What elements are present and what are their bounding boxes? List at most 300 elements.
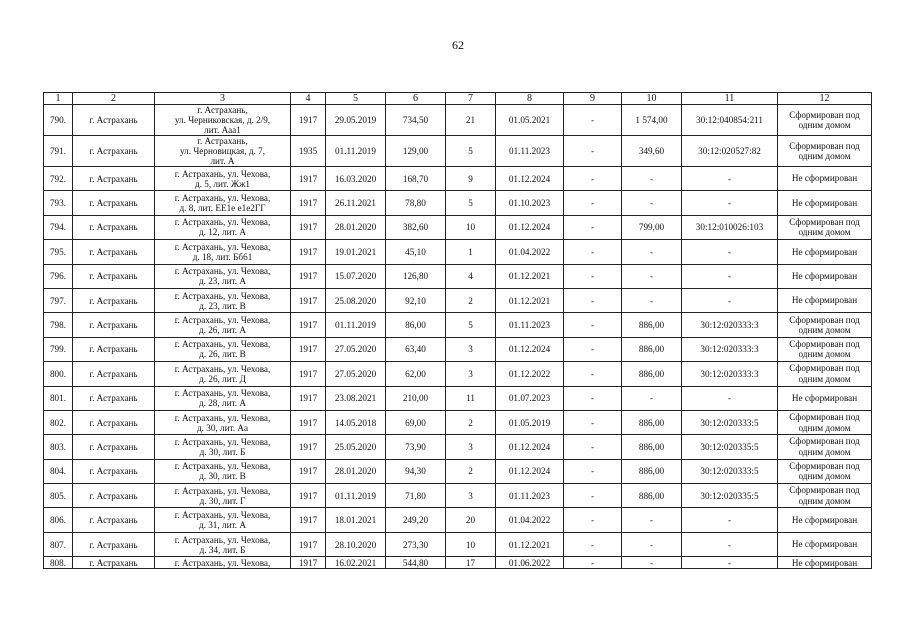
column-header: 10 bbox=[622, 93, 682, 105]
table-row bbox=[44, 105, 872, 136]
status-cell bbox=[778, 215, 872, 239]
col9-cell: - bbox=[564, 532, 622, 556]
table-row bbox=[44, 191, 872, 215]
cadastral-cell: - bbox=[682, 167, 778, 191]
address-cell-line: г. Астрахань, bbox=[197, 136, 248, 146]
status-cell-line: Не сформирован bbox=[791, 173, 858, 184]
count-cell: 5 bbox=[446, 313, 496, 337]
count-cell: 10 bbox=[446, 215, 496, 239]
cadastral-cell: 30:12:020333:3 bbox=[682, 313, 778, 337]
count-cell: 3 bbox=[446, 484, 496, 508]
address-cell-line: г. Астрахань, ул. Чехова, bbox=[174, 168, 271, 179]
table-row bbox=[44, 508, 872, 532]
address-cell bbox=[155, 167, 291, 191]
count-cell: 11 bbox=[446, 386, 496, 410]
plot-area-cell: - bbox=[622, 264, 682, 288]
status-cell-line: Сформирован под bbox=[789, 485, 860, 496]
date-cell: 16.02.2021 bbox=[326, 557, 386, 569]
plot-area-cell: 1 574,00 bbox=[622, 105, 682, 136]
address-cell-line: д. 30, лит. В bbox=[199, 471, 246, 482]
plot-area-cell: - bbox=[622, 191, 682, 215]
address-cell-line: г. Астрахань, ул. Чехова, bbox=[174, 485, 271, 496]
column-header: 1 bbox=[44, 93, 73, 105]
city-cell: г. Астрахань bbox=[73, 484, 155, 508]
build-year-cell: 1917 bbox=[291, 191, 326, 215]
cadastral-cell: - bbox=[682, 191, 778, 215]
table-row bbox=[44, 136, 872, 167]
city-cell: г. Астрахань bbox=[73, 215, 155, 239]
plot-area-cell: - bbox=[622, 532, 682, 556]
address-cell bbox=[155, 191, 291, 215]
date-cell: 28.01.2020 bbox=[326, 459, 386, 483]
deadline-cell: 01.12.2022 bbox=[496, 362, 564, 386]
area-cell: 45,10 bbox=[386, 240, 446, 264]
table-row bbox=[44, 435, 872, 459]
count-cell: 5 bbox=[446, 136, 496, 167]
plot-area-cell: 886,00 bbox=[622, 337, 682, 361]
deadline-cell: 01.04.2022 bbox=[496, 240, 564, 264]
address-cell-line: г. Астрахань, ул. Чехова, bbox=[174, 534, 271, 545]
city-cell: г. Астрахань bbox=[73, 167, 155, 191]
col9-cell: - bbox=[564, 288, 622, 312]
table-row bbox=[44, 459, 872, 483]
column-header: 11 bbox=[682, 93, 778, 105]
date-cell: 01.11.2019 bbox=[326, 484, 386, 508]
housing-registry-table bbox=[43, 92, 872, 569]
table-row bbox=[44, 313, 872, 337]
date-cell: 15.07.2020 bbox=[326, 264, 386, 288]
build-year-cell: 1917 bbox=[291, 288, 326, 312]
city-cell: г. Астрахань bbox=[73, 191, 155, 215]
table-row bbox=[44, 240, 872, 264]
status-cell-line: Не сформирован bbox=[791, 557, 858, 568]
count-cell: 3 bbox=[446, 362, 496, 386]
status-cell-line: Не сформирован bbox=[791, 197, 858, 208]
date-cell: 01.11.2019 bbox=[326, 136, 386, 167]
address-cell-line: д. 34, лит. Б bbox=[199, 544, 246, 555]
table-row bbox=[44, 410, 872, 434]
city-cell: г. Астрахань bbox=[73, 240, 155, 264]
address-cell-line: г. Астрахань, ул. Чехова, bbox=[174, 388, 271, 399]
status-cell-line: Не сформирован bbox=[791, 514, 858, 525]
status-cell-line: одним домом bbox=[798, 471, 851, 482]
count-cell: 10 bbox=[446, 532, 496, 556]
table-row bbox=[44, 288, 872, 312]
plot-area-cell: 886,00 bbox=[622, 459, 682, 483]
table-body bbox=[44, 105, 872, 569]
row-number: 805. bbox=[44, 484, 73, 508]
table-row bbox=[44, 167, 872, 191]
build-year-cell: 1917 bbox=[291, 313, 326, 337]
row-number: 790. bbox=[44, 105, 73, 136]
column-header: 4 bbox=[291, 93, 326, 105]
address-cell-line: г. Астрахань, ул. Чехова, bbox=[174, 436, 271, 447]
row-number: 808. bbox=[44, 557, 73, 569]
address-cell-line: лит. Ааа1 bbox=[204, 125, 241, 135]
count-cell: 20 bbox=[446, 508, 496, 532]
plot-area-cell: - bbox=[622, 508, 682, 532]
status-cell-line: Не сформирован bbox=[791, 539, 858, 550]
date-cell: 18.01.2021 bbox=[326, 508, 386, 532]
status-cell bbox=[778, 386, 872, 410]
deadline-cell: 01.04.2022 bbox=[496, 508, 564, 532]
cadastral-cell: - bbox=[682, 386, 778, 410]
address-cell bbox=[155, 240, 291, 264]
city-cell: г. Астрахань bbox=[73, 288, 155, 312]
address-cell-line: г. Астрахань, ул. Чехова, bbox=[174, 363, 271, 374]
address-cell bbox=[155, 532, 291, 556]
address-cell bbox=[155, 264, 291, 288]
area-cell: 73,90 bbox=[386, 435, 446, 459]
date-cell: 16.03.2020 bbox=[326, 167, 386, 191]
address-cell bbox=[155, 435, 291, 459]
deadline-cell: 01.10.2023 bbox=[496, 191, 564, 215]
plot-area-cell: - bbox=[622, 288, 682, 312]
address-cell bbox=[155, 362, 291, 386]
address-cell-line: г. Астрахань, bbox=[197, 105, 248, 115]
deadline-cell: 01.12.2021 bbox=[496, 264, 564, 288]
address-cell bbox=[155, 136, 291, 167]
col9-cell: - bbox=[564, 386, 622, 410]
row-number: 796. bbox=[44, 264, 73, 288]
status-cell-line: Сформирован под bbox=[789, 314, 860, 325]
row-number: 800. bbox=[44, 362, 73, 386]
row-number: 795. bbox=[44, 240, 73, 264]
col9-cell: - bbox=[564, 191, 622, 215]
city-cell: г. Астрахань bbox=[73, 313, 155, 337]
count-cell: 2 bbox=[446, 288, 496, 312]
col9-cell: - bbox=[564, 337, 622, 361]
column-header: 9 bbox=[564, 93, 622, 105]
status-cell-line: одним домом bbox=[798, 120, 851, 130]
area-cell: 94,30 bbox=[386, 459, 446, 483]
area-cell: 544,80 bbox=[386, 557, 446, 569]
status-cell bbox=[778, 313, 872, 337]
build-year-cell: 1917 bbox=[291, 167, 326, 191]
address-cell bbox=[155, 508, 291, 532]
count-cell: 21 bbox=[446, 105, 496, 136]
plot-area-cell: 886,00 bbox=[622, 362, 682, 386]
column-number-row bbox=[44, 93, 872, 105]
status-cell-line: Не сформирован bbox=[791, 295, 858, 306]
city-cell: г. Астрахань bbox=[73, 532, 155, 556]
deadline-cell: 01.11.2023 bbox=[496, 484, 564, 508]
status-cell-line: одним домом bbox=[798, 446, 851, 457]
cadastral-cell: - bbox=[682, 508, 778, 532]
area-cell: 249,20 bbox=[386, 508, 446, 532]
city-cell: г. Астрахань bbox=[73, 264, 155, 288]
city-cell: г. Астрахань bbox=[73, 362, 155, 386]
status-cell-line: одним домом bbox=[798, 325, 851, 336]
cadastral-cell: 30:12:020333:3 bbox=[682, 362, 778, 386]
date-cell: 19.01.2021 bbox=[326, 240, 386, 264]
deadline-cell: 01.12.2024 bbox=[496, 215, 564, 239]
address-cell-line: д. 30, лит. Б bbox=[199, 446, 246, 457]
address-cell-line: д. 18, лит. Бб61 bbox=[192, 251, 253, 262]
status-cell-line: одним домом bbox=[798, 349, 851, 360]
address-cell bbox=[155, 557, 291, 569]
status-cell bbox=[778, 136, 872, 167]
address-cell-line: ул. Черновицкая, д. 7, bbox=[179, 146, 266, 156]
col9-cell: - bbox=[564, 215, 622, 239]
city-cell: г. Астрахань bbox=[73, 337, 155, 361]
row-number: 807. bbox=[44, 532, 73, 556]
row-number: 793. bbox=[44, 191, 73, 215]
area-cell: 78,80 bbox=[386, 191, 446, 215]
build-year-cell: 1917 bbox=[291, 410, 326, 434]
area-cell: 273,30 bbox=[386, 532, 446, 556]
col9-cell: - bbox=[564, 508, 622, 532]
plot-area-cell: - bbox=[622, 386, 682, 410]
date-cell: 26.11.2021 bbox=[326, 191, 386, 215]
build-year-cell: 1917 bbox=[291, 459, 326, 483]
cadastral-cell: - bbox=[682, 557, 778, 569]
table-row bbox=[44, 484, 872, 508]
build-year-cell: 1917 bbox=[291, 557, 326, 569]
date-cell: 14.05.2018 bbox=[326, 410, 386, 434]
status-cell bbox=[778, 264, 872, 288]
count-cell: 1 bbox=[446, 240, 496, 264]
plot-area-cell: 886,00 bbox=[622, 313, 682, 337]
row-number: 802. bbox=[44, 410, 73, 434]
row-number: 799. bbox=[44, 337, 73, 361]
date-cell: 25.08.2020 bbox=[326, 288, 386, 312]
address-cell bbox=[155, 288, 291, 312]
address-cell-line: ул. Черниковская, д. 2/9, bbox=[174, 115, 271, 125]
area-cell: 126,80 bbox=[386, 264, 446, 288]
address-cell-line: г. Астрахань, ул. Чехова, bbox=[174, 510, 271, 521]
date-cell: 28.01.2020 bbox=[326, 215, 386, 239]
cadastral-cell: 30:12:040854:211 bbox=[682, 105, 778, 136]
count-cell: 3 bbox=[446, 337, 496, 361]
col9-cell: - bbox=[564, 240, 622, 264]
table-row bbox=[44, 215, 872, 239]
table-row bbox=[44, 362, 872, 386]
col9-cell: - bbox=[564, 435, 622, 459]
city-cell: г. Астрахань bbox=[73, 435, 155, 459]
address-cell-line: д. 26, лит. Д bbox=[199, 373, 246, 384]
address-cell-line: д. 23, лит. В bbox=[199, 300, 246, 311]
plot-area-cell: 886,00 bbox=[622, 435, 682, 459]
plot-area-cell: 799,00 bbox=[622, 215, 682, 239]
build-year-cell: 1917 bbox=[291, 435, 326, 459]
col9-cell: - bbox=[564, 136, 622, 167]
address-cell bbox=[155, 215, 291, 239]
deadline-cell: 01.12.2024 bbox=[496, 337, 564, 361]
area-cell: 734,50 bbox=[386, 105, 446, 136]
col9-cell: - bbox=[564, 313, 622, 337]
address-cell-line: д. 5, лит. Жж1 bbox=[194, 178, 251, 189]
status-cell bbox=[778, 167, 872, 191]
deadline-cell: 01.11.2023 bbox=[496, 313, 564, 337]
area-cell: 62,00 bbox=[386, 362, 446, 386]
count-cell: 2 bbox=[446, 410, 496, 434]
city-cell: г. Астрахань bbox=[73, 508, 155, 532]
deadline-cell: 01.12.2021 bbox=[496, 532, 564, 556]
address-cell-line: д. 8, лит. ЕЕ1е е1е2ГГ bbox=[179, 203, 266, 214]
build-year-cell: 1935 bbox=[291, 136, 326, 167]
area-cell: 69,00 bbox=[386, 410, 446, 434]
status-cell-line: одним домом bbox=[798, 227, 851, 238]
column-header: 7 bbox=[446, 93, 496, 105]
table-row bbox=[44, 386, 872, 410]
city-cell: г. Астрахань bbox=[73, 410, 155, 434]
row-number: 803. bbox=[44, 435, 73, 459]
city-cell: г. Астрахань bbox=[73, 557, 155, 569]
city-cell: г. Астрахань bbox=[73, 459, 155, 483]
area-cell: 86,00 bbox=[386, 313, 446, 337]
address-cell-line: лит. А bbox=[210, 156, 235, 166]
status-cell-line: Сформирован под bbox=[789, 436, 860, 447]
area-cell: 63,40 bbox=[386, 337, 446, 361]
status-cell-line: Сформирован под bbox=[789, 216, 860, 227]
column-header: 12 bbox=[778, 93, 872, 105]
cadastral-cell: - bbox=[682, 532, 778, 556]
col9-cell: - bbox=[564, 167, 622, 191]
build-year-cell: 1917 bbox=[291, 240, 326, 264]
table-row bbox=[44, 264, 872, 288]
address-cell-line: г. Астрахань, ул. Чехова, bbox=[174, 315, 271, 326]
address-cell-line: д. 31, лит. А bbox=[198, 520, 247, 531]
status-cell bbox=[778, 459, 872, 483]
status-cell bbox=[778, 288, 872, 312]
address-cell-line: г. Астрахань, ул. Чехова, bbox=[174, 266, 271, 277]
address-cell-line: д. 26, лит. А bbox=[198, 325, 247, 336]
status-cell-line: одним домом bbox=[798, 495, 851, 506]
row-number: 794. bbox=[44, 215, 73, 239]
status-cell bbox=[778, 508, 872, 532]
col9-cell: - bbox=[564, 459, 622, 483]
status-cell-line: Не сформирован bbox=[791, 246, 858, 257]
count-cell: 3 bbox=[446, 435, 496, 459]
city-cell: г. Астрахань bbox=[73, 386, 155, 410]
plot-area-cell: - bbox=[622, 167, 682, 191]
address-cell bbox=[155, 410, 291, 434]
cadastral-cell: - bbox=[682, 240, 778, 264]
column-header: 2 bbox=[73, 93, 155, 105]
status-cell bbox=[778, 337, 872, 361]
address-cell bbox=[155, 459, 291, 483]
address-cell bbox=[155, 105, 291, 136]
address-cell bbox=[155, 313, 291, 337]
status-cell-line: одним домом bbox=[798, 373, 851, 384]
build-year-cell: 1917 bbox=[291, 386, 326, 410]
build-year-cell: 1917 bbox=[291, 532, 326, 556]
table-row bbox=[44, 532, 872, 556]
build-year-cell: 1917 bbox=[291, 215, 326, 239]
build-year-cell: 1917 bbox=[291, 105, 326, 136]
deadline-cell: 01.07.2023 bbox=[496, 386, 564, 410]
address-cell-line: г. Астрахань, ул. Чехова, bbox=[174, 241, 271, 252]
status-cell bbox=[778, 362, 872, 386]
date-cell: 29.05.2019 bbox=[326, 105, 386, 136]
deadline-cell: 01.05.2019 bbox=[496, 410, 564, 434]
status-cell-line: Не сформирован bbox=[791, 271, 858, 281]
address-cell-line: г. Астрахань, ул. Чехова, bbox=[174, 557, 271, 568]
address-cell-line: г. Астрахань, ул. Чехова, bbox=[174, 412, 271, 423]
plot-area-cell: 886,00 bbox=[622, 484, 682, 508]
deadline-cell: 01.12.2024 bbox=[496, 167, 564, 191]
status-cell bbox=[778, 484, 872, 508]
status-cell bbox=[778, 240, 872, 264]
area-cell: 210,00 bbox=[386, 386, 446, 410]
date-cell: 28.10.2020 bbox=[326, 532, 386, 556]
count-cell: 5 bbox=[446, 191, 496, 215]
plot-area-cell: - bbox=[622, 557, 682, 569]
cadastral-cell: 30:12:020333:5 bbox=[682, 410, 778, 434]
address-cell bbox=[155, 337, 291, 361]
date-cell: 01.11.2019 bbox=[326, 313, 386, 337]
col9-cell: - bbox=[564, 484, 622, 508]
address-cell-line: д. 28, лит. А bbox=[198, 398, 247, 409]
area-cell: 129,00 bbox=[386, 136, 446, 167]
date-cell: 23.08.2021 bbox=[326, 386, 386, 410]
address-cell-line: д. 30, лит. Г bbox=[199, 495, 246, 506]
col9-cell: - bbox=[564, 410, 622, 434]
deadline-cell: 01.05.2021 bbox=[496, 105, 564, 136]
cadastral-cell: 30:12:020527:82 bbox=[682, 136, 778, 167]
row-number: 798. bbox=[44, 313, 73, 337]
area-cell: 382,60 bbox=[386, 215, 446, 239]
address-cell-line: г. Астрахань, ул. Чехова, bbox=[174, 339, 271, 350]
address-cell-line: г. Астрахань, ул. Чехова, bbox=[174, 461, 271, 472]
deadline-cell: 01.12.2024 bbox=[496, 459, 564, 483]
column-header: 5 bbox=[326, 93, 386, 105]
build-year-cell: 1917 bbox=[291, 337, 326, 361]
deadline-cell: 01.06.2022 bbox=[496, 557, 564, 569]
plot-area-cell: 349,60 bbox=[622, 136, 682, 167]
column-header: 6 bbox=[386, 93, 446, 105]
column-header: 8 bbox=[496, 93, 564, 105]
row-number: 801. bbox=[44, 386, 73, 410]
cadastral-cell: - bbox=[682, 264, 778, 288]
status-cell bbox=[778, 191, 872, 215]
count-cell: 9 bbox=[446, 167, 496, 191]
address-cell-line: г. Астрахань, ул. Чехова, bbox=[174, 217, 271, 228]
status-cell-line: Сформирован под bbox=[789, 412, 860, 423]
date-cell: 27.05.2020 bbox=[326, 362, 386, 386]
column-header: 3 bbox=[155, 93, 291, 105]
count-cell: 4 bbox=[446, 264, 496, 288]
address-cell-line: г. Астрахань, ул. Чехова, bbox=[174, 193, 271, 204]
address-cell bbox=[155, 484, 291, 508]
status-cell-line: Сформирован под bbox=[789, 140, 860, 151]
col9-cell: - bbox=[564, 557, 622, 569]
status-cell-line: Сформирован под bbox=[789, 338, 860, 349]
cadastral-cell: 30:12:010026:103 bbox=[682, 215, 778, 239]
deadline-cell: 01.12.2021 bbox=[496, 288, 564, 312]
row-number: 791. bbox=[44, 136, 73, 167]
status-cell bbox=[778, 532, 872, 556]
table-row bbox=[44, 557, 872, 569]
cadastral-cell: 30:12:020335:5 bbox=[682, 435, 778, 459]
row-number: 806. bbox=[44, 508, 73, 532]
address-cell-line: г. Астрахань, ул. Чехова, bbox=[174, 290, 271, 301]
plot-area-cell: 886,00 bbox=[622, 410, 682, 434]
address-cell-line: д. 30, лит. Аа bbox=[196, 422, 249, 433]
row-number: 804. bbox=[44, 459, 73, 483]
status-cell-line: Сформирован под bbox=[789, 109, 860, 120]
col9-cell: - bbox=[564, 264, 622, 288]
status-cell bbox=[778, 105, 872, 136]
page-number: 62 bbox=[452, 38, 464, 52]
area-cell: 92,10 bbox=[386, 288, 446, 312]
build-year-cell: 1917 bbox=[291, 484, 326, 508]
status-cell-line: одним домом bbox=[798, 151, 851, 161]
count-cell: 2 bbox=[446, 459, 496, 483]
col9-cell: - bbox=[564, 105, 622, 136]
cadastral-cell: 30:12:020335:5 bbox=[682, 484, 778, 508]
